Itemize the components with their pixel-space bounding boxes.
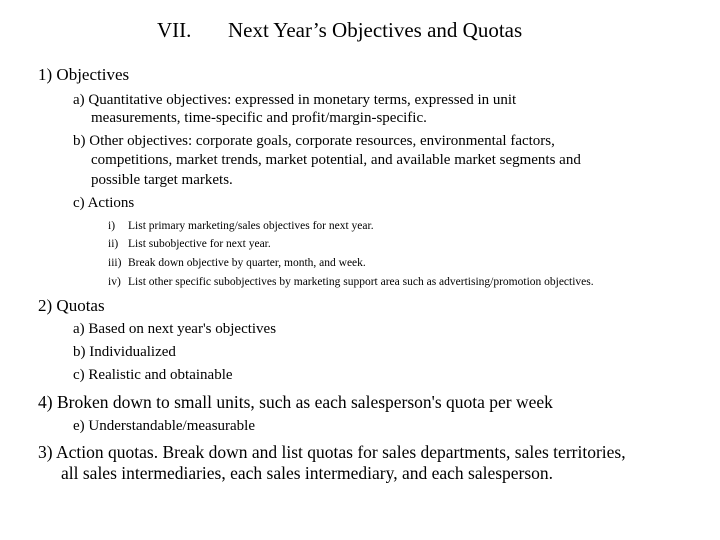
item-text: competitions, market trends, market potential, and available market segments and bbox=[91, 152, 581, 168]
objectives-item-a bbox=[73, 92, 516, 109]
objectives-heading bbox=[38, 65, 129, 85]
item-text: Other objectives: corporate goals, corporate resources, environmental factors, bbox=[89, 133, 555, 149]
quotas-item-c bbox=[73, 367, 233, 384]
objectives-item-c bbox=[73, 195, 134, 212]
action-quotas-text: all sales intermediaries, each sales intermediary, and each salesperson. bbox=[61, 463, 554, 483]
action-marker: i) bbox=[108, 220, 116, 232]
quotas-marker: 2) bbox=[38, 296, 53, 315]
objectives-marker: 1) bbox=[38, 65, 53, 84]
action-text: List other specific subobjectives by marketing support area such as advertising/promotion objectives. bbox=[128, 276, 594, 288]
broken-down-item-e bbox=[73, 418, 255, 435]
action-quotas-text: Action quotas. Break down and list quotas for sales departments, sales territories, bbox=[56, 442, 626, 462]
section-number: VII. bbox=[157, 18, 192, 42]
item-marker: e) bbox=[73, 418, 85, 434]
objectives-item-b bbox=[73, 133, 555, 150]
quotas-item-a bbox=[73, 321, 276, 338]
item-text: Quantitative objectives: expressed in monetary terms, expressed in unit bbox=[88, 92, 517, 108]
item-marker: b) bbox=[73, 133, 86, 149]
action-marker: ii) bbox=[108, 238, 119, 250]
item-marker: c) bbox=[73, 195, 85, 211]
objectives-item-a-continuation bbox=[91, 110, 427, 127]
broken-down-marker: 4) bbox=[38, 392, 53, 412]
objectives-item-b-continuation bbox=[91, 172, 233, 189]
action-item-ii bbox=[108, 238, 271, 250]
action-text: List primary marketing/sales objectives for next year. bbox=[128, 220, 374, 232]
broken-down-heading bbox=[38, 392, 553, 413]
item-text: Understandable/measurable bbox=[88, 418, 256, 434]
action-quotas-continuation bbox=[61, 463, 553, 484]
item-text: possible target markets. bbox=[91, 172, 233, 188]
item-text: Based on next year's objectives bbox=[88, 321, 277, 337]
action-text: Break down objective by quarter, month, and week. bbox=[128, 257, 366, 269]
objectives-heading-text: Objectives bbox=[56, 65, 130, 84]
item-text: Individualized bbox=[89, 344, 176, 360]
action-item-i bbox=[108, 220, 374, 232]
quotas-item-b bbox=[73, 344, 176, 361]
action-item-iii bbox=[108, 257, 366, 269]
section-title: Next Year’s Objectives and Quotas bbox=[228, 18, 523, 42]
item-marker: c) bbox=[73, 367, 85, 383]
quotas-heading-text: Quotas bbox=[56, 296, 105, 315]
action-quotas-marker: 3) bbox=[38, 442, 53, 462]
action-marker: iv) bbox=[108, 276, 121, 288]
action-text: List subobjective for next year. bbox=[128, 238, 271, 250]
action-quotas-heading bbox=[38, 442, 626, 463]
item-marker: a) bbox=[73, 321, 85, 337]
objectives-item-b-continuation bbox=[91, 152, 581, 169]
broken-down-heading-text: Broken down to small units, such as each salesperson's quota per week bbox=[56, 392, 553, 412]
item-text: Actions bbox=[87, 195, 135, 211]
quotas-heading bbox=[38, 296, 105, 316]
item-text: Realistic and obtainable bbox=[88, 367, 233, 383]
item-marker: b) bbox=[73, 344, 86, 360]
item-text: measurements, time-specific and profit/margin-specific. bbox=[91, 110, 427, 126]
item-marker: a) bbox=[73, 92, 85, 108]
action-marker: iii) bbox=[108, 257, 122, 269]
action-item-iv bbox=[108, 276, 594, 288]
